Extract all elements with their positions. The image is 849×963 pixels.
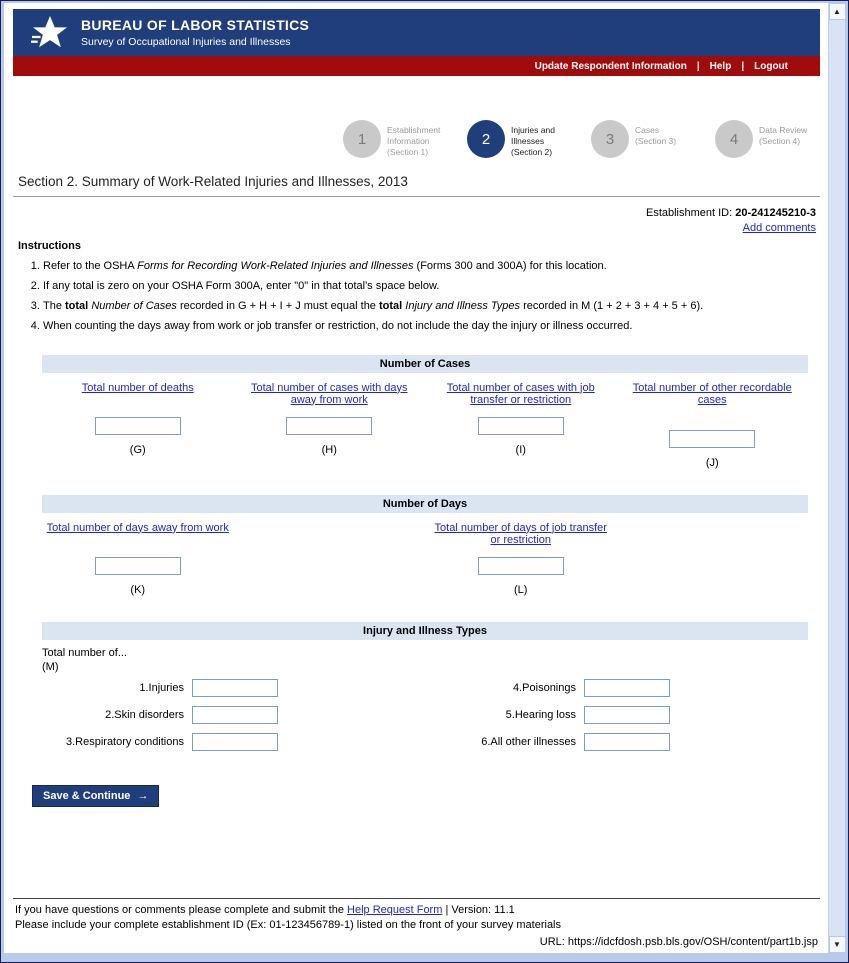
bls-logo-icon [31,15,69,51]
respiratory-conditions-label: 3.Respiratory conditions [65,736,184,749]
step-injuries-illnesses[interactable] [467,120,567,158]
deaths-column [42,382,234,469]
footer-help-line [15,903,818,918]
total-number-of-label: Total number of... [42,646,127,659]
footer-help-text: If you have questions or comments please complete and submit the [15,904,348,917]
step-1-circle: 1 [343,120,381,158]
instructions [13,240,820,338]
instruction-item: 3. The total Number of Cases recorded in G + H + I + J must equal the total Injury and Illness Types recorded in M (1 + 2 + 3 + 4 + 5 + 6). [43,299,820,314]
help-request-form-link[interactable]: Help Request Form [347,904,443,917]
footer-url: URL: https://idcfdosh.psb.bls.gov/OSH/content/part1b.jsp [539,936,818,948]
add-comments-link[interactable]: Add comments [742,222,816,235]
poisonings-label: 4.Poisonings [513,682,576,695]
letter-l: (L) [514,583,528,596]
page-footer [13,898,820,953]
nav-separator: | [696,60,700,72]
instructions-list [13,259,820,333]
step-2-circle: 2 [467,120,505,158]
agency-title: BUREAU OF LABOR STATISTICS [81,17,310,33]
days-away-cases-column [234,382,426,469]
input-k-days-away[interactable] [95,557,181,575]
title-divider [13,196,820,197]
letter-j: (J) [705,456,719,469]
injuries-label: 1.Injuries [139,682,184,695]
help-link[interactable]: Help [709,60,732,72]
types-grid [42,679,808,751]
input-1-injuries[interactable] [192,679,278,697]
days-job-transfer-column [425,522,617,596]
update-respondent-info-link[interactable]: Update Respondent Information [534,60,687,72]
number-of-cases-section [42,355,808,469]
injury-illness-types-section [42,622,808,752]
step-3-circle: 3 [591,120,629,158]
letter-m: (M) [42,660,59,673]
instruction-item: 4. When counting the days away from work or job transfer or restriction, do not include the day the injury or illness occurred. [43,319,820,334]
input-5-hearing-loss[interactable] [584,706,670,724]
nav-separator: | [741,60,745,72]
other-recordable-cases-link[interactable]: Total number of other recordable cases [632,381,792,406]
scroll-down-button[interactable]: ▼ [829,936,846,953]
types-intro [42,646,808,675]
instruction-item: 2. If any total is zero on your OSHA Form 300A, enter "0" in that total's space below. [43,279,820,294]
letter-h: (H) [321,443,337,456]
input-6-all-other-illnesses[interactable] [584,733,670,751]
vertical-scrollbar[interactable] [828,3,845,953]
input-h-days-away-cases[interactable] [286,417,372,435]
step-data-review[interactable] [715,120,815,158]
logout-link[interactable]: Logout [754,60,788,72]
top-nav-bar [13,56,820,76]
step-4-circle: 4 [715,120,753,158]
input-4-poisonings[interactable] [584,679,670,697]
letter-g: (G) [129,443,146,456]
step-establishment-information[interactable] [343,120,443,158]
step-4-label: Data Review (Section 4) [759,125,808,147]
days-job-transfer-link[interactable]: Total number of days of job transfer or restriction [434,521,607,546]
days-away-link[interactable]: Total number of days away from work [46,521,229,534]
input-g-deaths[interactable] [95,417,181,435]
days-away-column [42,522,234,596]
number-of-days-section [42,495,808,596]
number-of-days-heading: Number of Days [42,495,808,513]
spacer [234,522,426,596]
days-columns [42,522,808,596]
input-3-respiratory-conditions[interactable] [192,733,278,751]
instructions-heading: Instructions [18,240,81,253]
scroll-up-button[interactable]: ▲ [829,3,846,20]
establishment-id [13,207,820,219]
cases-job-transfer-link[interactable]: Total number of cases with job transfer or restriction [446,381,595,406]
instruction-item: 1. Refer to the OSHA Forms for Recording Work-Related Injuries and Illnesses (Forms 300 and 300A) for this location. [43,259,820,274]
input-2-skin-disorders[interactable] [192,706,278,724]
input-l-days-job-transfer[interactable] [478,557,564,575]
establishment-id-value: 20-241245210-3 [735,207,816,220]
page-title: Section 2. Summary of Work-Related Injuries and Illnesses, 2013 [18,174,408,190]
survey-subtitle: Survey of Occupational Injuries and Illnesses [81,36,291,48]
page-viewport [4,3,845,953]
total-deaths-link[interactable]: Total number of deaths [81,381,194,394]
injury-illness-types-heading: Injury and Illness Types [42,622,808,640]
input-j-other-recordable-cases[interactable] [669,430,755,448]
step-3-label: Cases (Section 3) [635,125,677,147]
other-recordable-cases-column [617,382,809,469]
arrow-right-icon: → [137,790,149,803]
save-continue-button[interactable] [32,785,159,807]
cases-days-away-link[interactable]: Total number of cases with days away from work [250,381,408,406]
header-text [81,17,309,48]
step-2-label: Injuries and Illnesses (Section 2) [511,125,555,158]
letter-i: (I) [515,443,526,456]
hearing-loss-label: 5.Hearing loss [505,709,576,722]
spacer [617,522,809,596]
app-header [13,9,820,56]
button-row [32,785,820,807]
page [4,3,828,953]
footer-version-text: | Version: 11.1 [442,904,515,917]
letter-k: (K) [130,583,146,596]
job-transfer-cases-column [425,382,617,469]
footer-establishment-note: Please include your complete establishment ID (Ex: 01-123456789-1) listed on the front of your survey materials [15,919,562,932]
step-cases[interactable] [591,120,691,158]
input-i-job-transfer-cases[interactable] [478,417,564,435]
number-of-cases-heading: Number of Cases [42,355,808,373]
step-indicator [343,120,820,158]
step-1-label: Establishment Information (Section 1) [387,125,441,158]
all-other-illnesses-label: 6.All other illnesses [481,736,576,749]
cases-columns [42,382,808,469]
skin-disorders-label: 2.Skin disorders [105,709,184,722]
save-continue-label: Save & Continue [43,790,131,803]
establishment-id-label: Establishment ID: [645,207,736,220]
